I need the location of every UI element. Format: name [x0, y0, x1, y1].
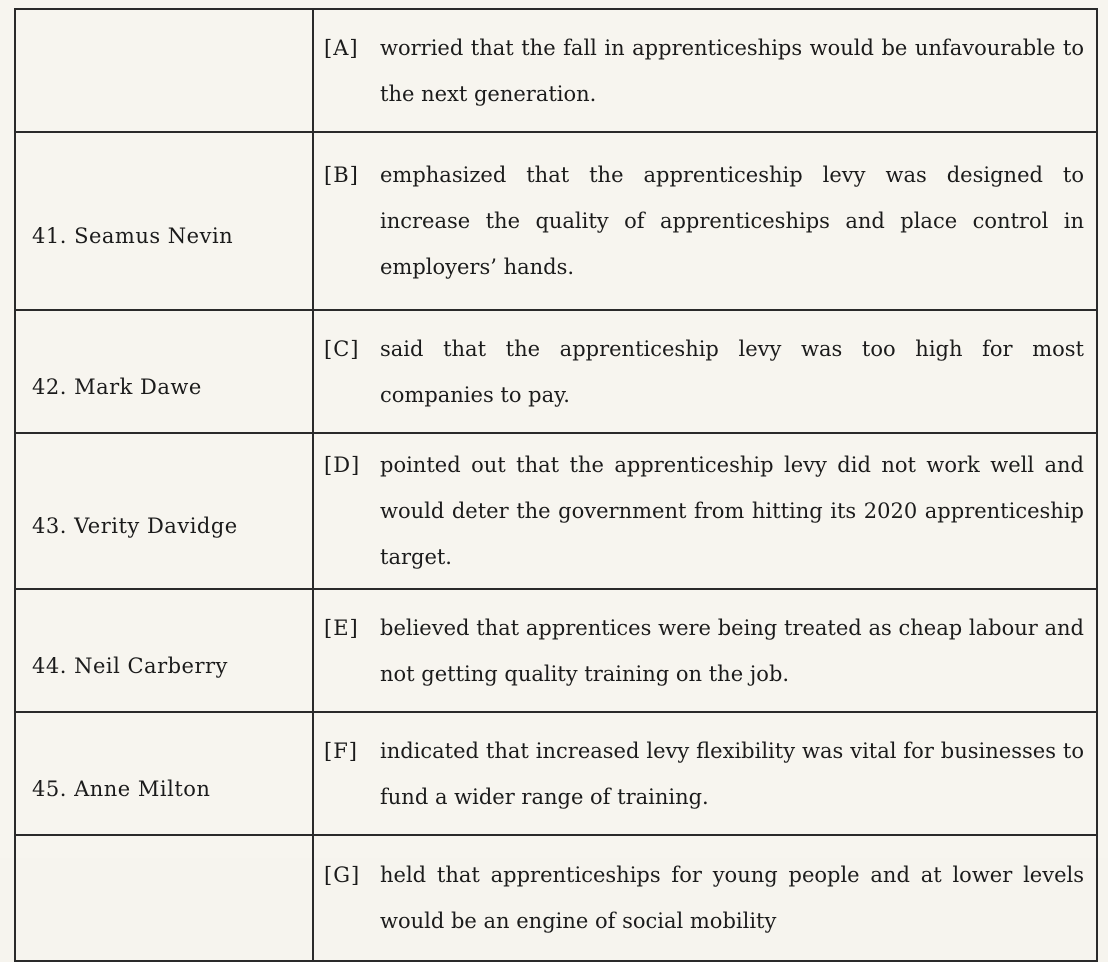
person-name: 43. Verity Davidge [32, 514, 238, 538]
option-cell [313, 589, 1097, 712]
option-text: said that the apprenticeship levy was too high for most companies to pay. [380, 336, 1084, 407]
option-f [324, 728, 1084, 820]
option-cell [313, 132, 1097, 310]
person-name: 41. Seamus Nevin [32, 224, 234, 248]
matching-table [14, 8, 1098, 962]
option-text: believed that apprentices were being treated as cheap labour and not getting quality training on the job. [380, 615, 1084, 686]
option-letter: [B] [324, 163, 359, 187]
option-cell [313, 712, 1097, 835]
option-letter: [E] [324, 615, 359, 640]
option-letter: [F] [324, 738, 358, 763]
person-cell [15, 433, 313, 589]
option-cell [313, 433, 1097, 589]
option-text: worried that the fall in apprenticeships would be unfavourable to the next generation. [380, 35, 1084, 106]
option-cell [313, 835, 1097, 961]
person-cell [15, 835, 313, 961]
person-name [32, 883, 312, 913]
person-name: 42. Mark Dawe [32, 374, 202, 399]
option-c [324, 326, 1084, 418]
table-row [15, 589, 1097, 712]
person-cell [15, 132, 313, 310]
table-row [15, 835, 1097, 961]
option-letter: [D] [324, 453, 361, 477]
table-row [15, 712, 1097, 835]
option-e [324, 605, 1084, 697]
option-cell [313, 9, 1097, 132]
table-row [15, 433, 1097, 589]
option-b [324, 152, 1084, 290]
option-letter: [G] [324, 863, 361, 887]
table-row [15, 9, 1097, 132]
person-cell [15, 712, 313, 835]
option-letter: [C] [324, 336, 360, 361]
person-name [32, 56, 312, 86]
option-a [324, 25, 1084, 117]
option-text: pointed out that the apprenticeship levy did not work well and would deter the government from hitting its 2020 apprenticeship target. [380, 453, 1084, 569]
option-d [324, 442, 1084, 580]
option-text: held that apprenticeships for young people and at lower levels would be an engine of social mobility [380, 863, 1084, 933]
person-cell [15, 9, 313, 132]
person-name: 45. Anne Milton [32, 776, 211, 801]
table-row [15, 132, 1097, 310]
person-name: 44. Neil Carberry [32, 653, 228, 678]
option-g [324, 852, 1084, 944]
option-cell [313, 310, 1097, 433]
table-row [15, 310, 1097, 433]
person-cell [15, 589, 313, 712]
person-cell [15, 310, 313, 433]
option-letter: [A] [324, 35, 359, 60]
option-text: emphasized that the apprenticeship levy was designed to increase the quality of apprenticeships and place control in employers’ hands. [380, 163, 1084, 279]
option-text: indicated that increased levy flexibility was vital for businesses to fund a wider range of training. [380, 738, 1084, 809]
